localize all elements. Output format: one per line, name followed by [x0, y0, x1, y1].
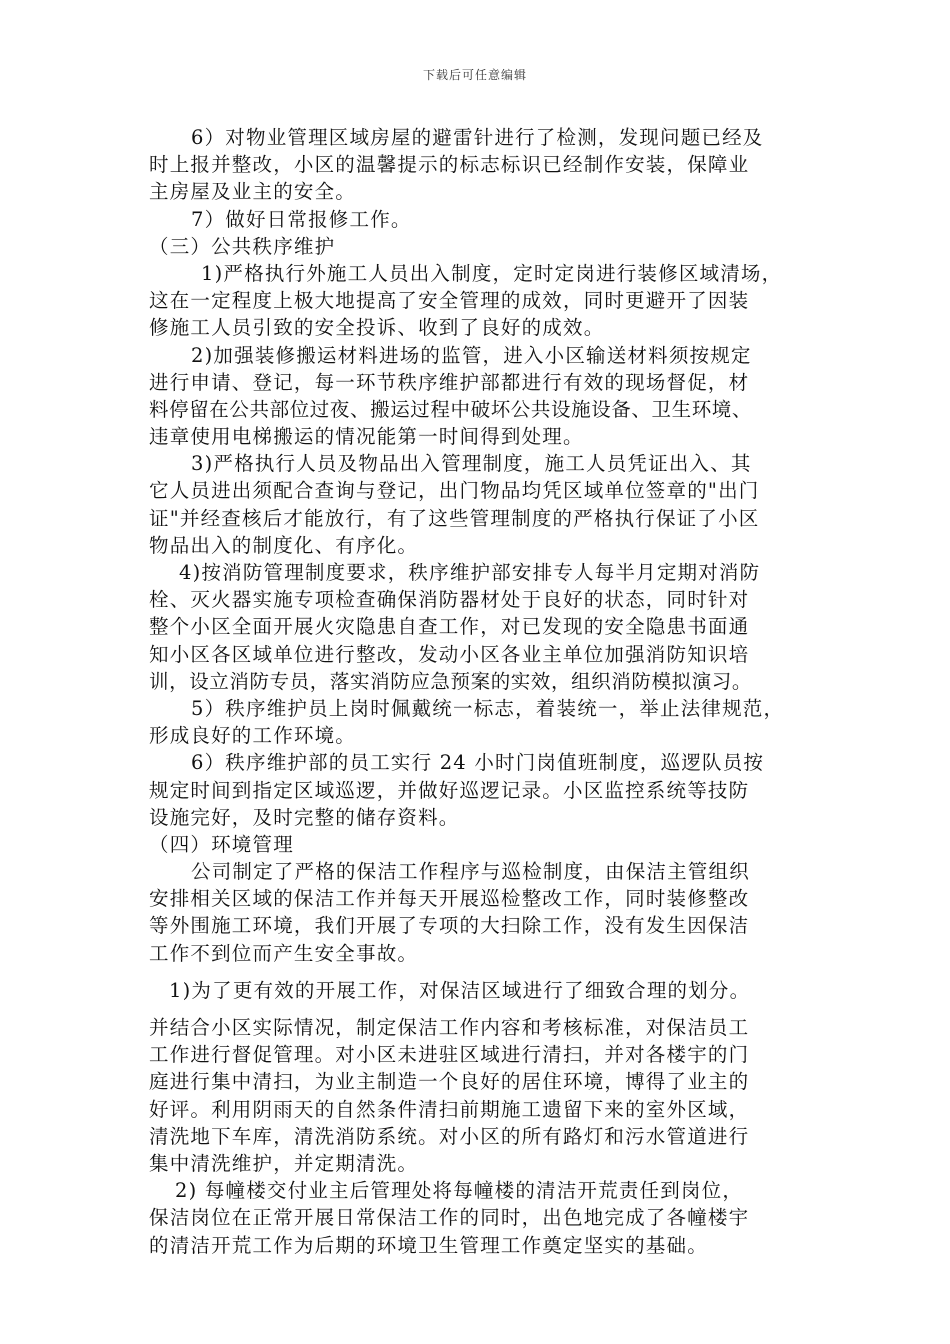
- paragraph-line: 这在一定程度上极大地提高了安全管理的成效，同时更避开了因装: [149, 289, 750, 313]
- paragraph-line: 训，设立消防专员，落实消防应急预案的实效，组织消防模拟演习。: [149, 669, 753, 693]
- paragraph-line: 等外围施工环境，我们开展了专项的大扫除工作，没有发生因保洁: [149, 914, 750, 938]
- paragraph-line: 栓、灭火器实施专项检查确保消防器材处于良好的状态，同时针对: [149, 588, 750, 612]
- paragraph-line: 2) 每幢楼交付业主后管理处将每幢楼的清洁开荒责任到岗位，: [175, 1179, 744, 1203]
- paragraph-line: 设施完好，及时完整的储存资料。: [149, 805, 460, 829]
- paragraph-line: 的清洁开荒工作为后期的环境卫生管理工作奠定坚实的基础。: [149, 1233, 708, 1257]
- paragraph-line: 好评。利用阴雨天的自然条件清扫前期施工遗留下来的室外区域，: [149, 1097, 750, 1121]
- paragraph-line: 进行申请、登记，每一环节秩序维护部都进行有效的现场督促，材: [149, 370, 750, 394]
- paragraph-line: 并结合小区实际情况，制定保洁工作内容和考核标准，对保洁员工: [149, 1016, 750, 1039]
- document-body: [149, 124, 829, 1259]
- paragraph-line: 6）对物业管理区域房屋的避雷针进行了检测，发现问题已经及: [191, 126, 764, 149]
- paragraph-line: 清洗地下车库，清洗消防系统。对小区的所有路灯和污水管道进行: [149, 1124, 750, 1148]
- paragraph-line: 集中清洗维护，并定期清洗。: [149, 1151, 419, 1175]
- paragraph-line: 3)严格执行人员及物品出入管理制度，施工人员凭证出入、其: [191, 452, 752, 476]
- paragraph-line: 安排相关区域的保洁工作并每天开展巡检整改工作，同时装修整改: [149, 887, 750, 911]
- section-heading: （四）环境管理: [149, 832, 294, 856]
- paragraph-line: 5）秩序维护员上岗时佩戴统一标志，着装统一，举止法律规范，: [191, 696, 785, 720]
- paragraph-line: 公司制定了严格的保洁工作程序与巡检制度，由保洁主管组织: [191, 860, 750, 884]
- paragraph-line: 1)严格执行外施工人员出入制度，定时定岗进行装修区域清场，: [201, 261, 783, 285]
- paragraph-line: 形成良好的工作环境。: [149, 724, 357, 748]
- paragraph-line: 整个小区全面开展火灾隐患自查工作，对已发现的安全隐患书面通: [149, 615, 750, 639]
- paragraph-line: 工作不到位而产生安全事故。: [149, 941, 419, 965]
- page-header: 下载后可任意编辑: [422, 68, 527, 82]
- paragraph-line: 工作进行督促管理。对小区未进驻区域进行清扫，并对各楼宇的门: [149, 1043, 750, 1067]
- paragraph-line: 料停留在公共部位过夜、搬运过程中破坏公共设施设备、卫生环境、: [149, 397, 753, 421]
- paragraph-line: 主房屋及业主的安全。: [149, 180, 357, 204]
- paragraph-line: 修施工人员引致的安全投诉、收到了良好的成效。: [149, 316, 605, 340]
- paragraph-line: 证"并经查核后才能放行，有了这些管理制度的严格执行保证了小区: [149, 506, 760, 530]
- paragraph-line: 知小区各区域单位进行整改，发动小区各业主单位加强消防知识培: [149, 642, 750, 666]
- paragraph-line: 7）做好日常报修工作。: [191, 207, 412, 231]
- paragraph-line: 庭进行集中清扫，为业主制造一个良好的居住环境，博得了业主的: [149, 1070, 750, 1094]
- paragraph-line: 2)加强装修搬运材料进场的监管，进入小区输送材料须按规定: [191, 343, 752, 367]
- paragraph-line: 时上报并整改，小区的温馨提示的标志标识已经制作安装，保障业: [149, 153, 750, 177]
- paragraph-line: 规定时间到指定区域巡逻，并做好巡逻记录。小区监控系统等技防: [149, 778, 750, 802]
- paragraph-line: 物品出入的制度化、有序化。: [149, 533, 419, 557]
- paragraph-line: 它人员进出须配合查询与登记，出门物品均凭区域单位签章的"出门: [149, 479, 760, 503]
- section-heading: （三）公共秩序维护: [149, 234, 336, 258]
- paragraph-line: 保洁岗位在正常开展日常保洁工作的同时，出色地完成了各幢楼宇: [149, 1206, 750, 1230]
- paragraph-line: 4)按消防管理制度要求，秩序维护部安排专人每半月定期对消防: [179, 561, 761, 584]
- paragraph-line: 1)为了更有效的开展工作，对保洁区域进行了细致合理的划分。: [169, 978, 751, 1002]
- paragraph-line: 6）秩序维护部的员工实行 24 小时门岗值班制度，巡逻队员按: [191, 751, 765, 775]
- paragraph-line: 违章使用电梯搬运的情况能第一时间得到处理。: [149, 425, 584, 449]
